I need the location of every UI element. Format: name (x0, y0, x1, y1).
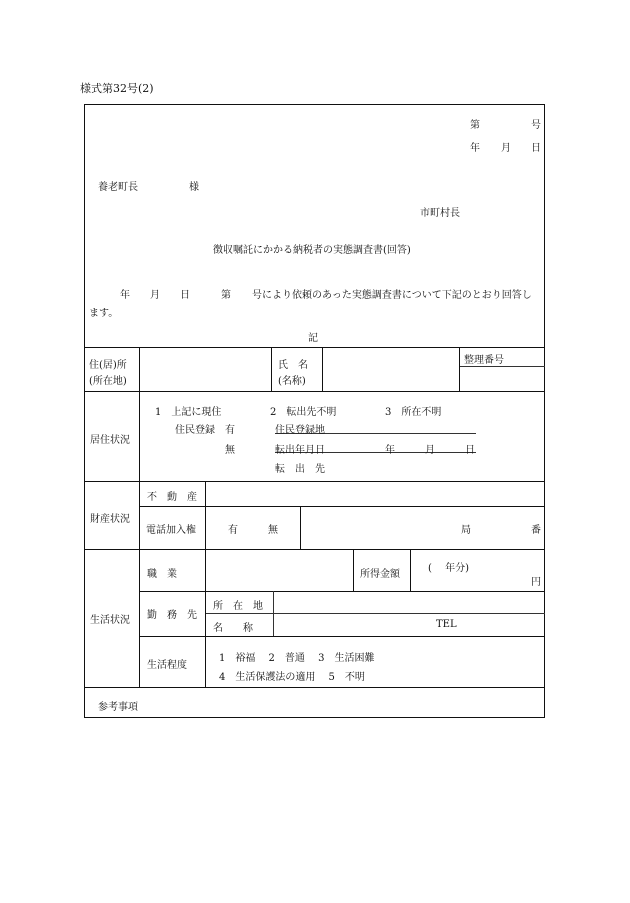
header-dai: 第 (470, 120, 480, 131)
addressee-sama: 様 (189, 182, 199, 193)
rule-teido-col (205, 636, 206, 687)
teido-label: 生活程度 (147, 660, 187, 671)
residence-opt-1: 1 上記に現住 (155, 407, 222, 418)
rule-seiri-mid (459, 366, 545, 367)
name-label-1: 氏 名 (278, 360, 308, 371)
shokugyo-label: 職 業 (147, 569, 177, 580)
rule-residence-top (84, 391, 545, 392)
tenshutsu-saki-label: 転 出 先 (275, 464, 325, 475)
intro-nen: 年 (120, 290, 130, 301)
address-label-2: (所在地) (89, 376, 127, 387)
rule-name-left (271, 347, 272, 391)
property-label: 財産状況 (90, 514, 130, 525)
rule-property-top (84, 481, 545, 482)
kinmu-shozaichi: 所 在 地 (213, 601, 263, 612)
intro-hi: 日 (180, 290, 190, 301)
tenshutsu-date-label: 転出年月日 (275, 445, 325, 456)
shotoku-en: 円 (531, 577, 541, 588)
teido-line-2: 4 生活保護法の適用 5 不明 (219, 672, 365, 683)
intro-dai: 第 (221, 290, 231, 301)
teido-line-1: 1 裕福 2 普通 3 生活困難 (219, 653, 375, 664)
intro-text-1: 号により依頼のあった実態調査書について下記のとおり回答し (252, 290, 532, 301)
rule-property-mid (139, 506, 545, 507)
rule-living-top (84, 549, 545, 550)
denwa-ari: 有 (228, 525, 238, 536)
rule-kinmu-inner (273, 591, 274, 636)
rule-label-col (139, 347, 140, 687)
seiri-label: 整理番号 (464, 355, 504, 366)
remarks-label: 参考事項 (98, 702, 138, 713)
rule-name-right (322, 347, 323, 391)
jumin-chi-label: 住民登録地 (275, 425, 325, 436)
rule-remarks-top (84, 687, 545, 688)
intro-tsuki: 月 (150, 290, 160, 301)
rule-property-col (205, 481, 206, 549)
rule-shotoku-left (353, 549, 354, 591)
jumin-label: 住民登録 (175, 425, 215, 436)
header-nen: 年 (470, 143, 480, 154)
jumin-nashi: 無 (225, 445, 235, 456)
living-label: 生活状況 (90, 615, 130, 626)
jumin-ari: 有 (225, 425, 235, 436)
rule-kinmu-mid (205, 613, 545, 614)
rule-living-col (205, 549, 206, 636)
rule-seiri-left (459, 347, 460, 391)
rule-kinmu-bottom (139, 636, 545, 637)
residence-opt-2: 2 転出先不明 (270, 407, 337, 418)
sender: 市町村長 (420, 208, 460, 219)
rule-shokugyo-bottom (139, 591, 545, 592)
header-tsuki: 月 (501, 143, 511, 154)
denwa-label: 電話加入権 (146, 525, 196, 536)
header-hi: 日 (531, 143, 541, 154)
document-title: 徴収嘱託にかかる納税者の実態調査書(回答) (213, 245, 411, 256)
addressee-name: 養老町長 (98, 182, 138, 193)
denwa-ban: 番 (531, 525, 541, 536)
tenshutsu-nen: 年 (385, 445, 395, 456)
residence-label: 居住状況 (90, 435, 130, 446)
kinmu-meisho: 名 称 (213, 623, 253, 634)
rule-address-top (84, 347, 545, 348)
rule-shotoku-right (410, 549, 411, 591)
fudosan-label: 不 動 産 (147, 492, 197, 503)
shotoku-nenbun: ( 年分) (428, 563, 469, 574)
intro-text-2: ます。 (89, 308, 119, 319)
denwa-nashi: 無 (268, 525, 278, 536)
residence-opt-3: 3 所在不明 (385, 407, 442, 418)
kinmu-label: 勤 務 先 (147, 610, 197, 621)
form-number: 様式第32号(2) (80, 82, 154, 95)
name-label-2: (名称) (278, 376, 306, 387)
shotoku-label: 所得金額 (360, 569, 400, 580)
tenshutsu-tsuki: 月 (425, 445, 435, 456)
header-go: 号 (531, 120, 541, 131)
address-label-1: 住(居)所 (89, 360, 127, 371)
rule-denwa-col (300, 506, 301, 549)
denwa-kyoku: 局 (461, 525, 471, 536)
tenshutsu-hi: 日 (465, 445, 475, 456)
ki-label: 記 (308, 333, 318, 344)
kinmu-tel: TEL (436, 619, 457, 630)
